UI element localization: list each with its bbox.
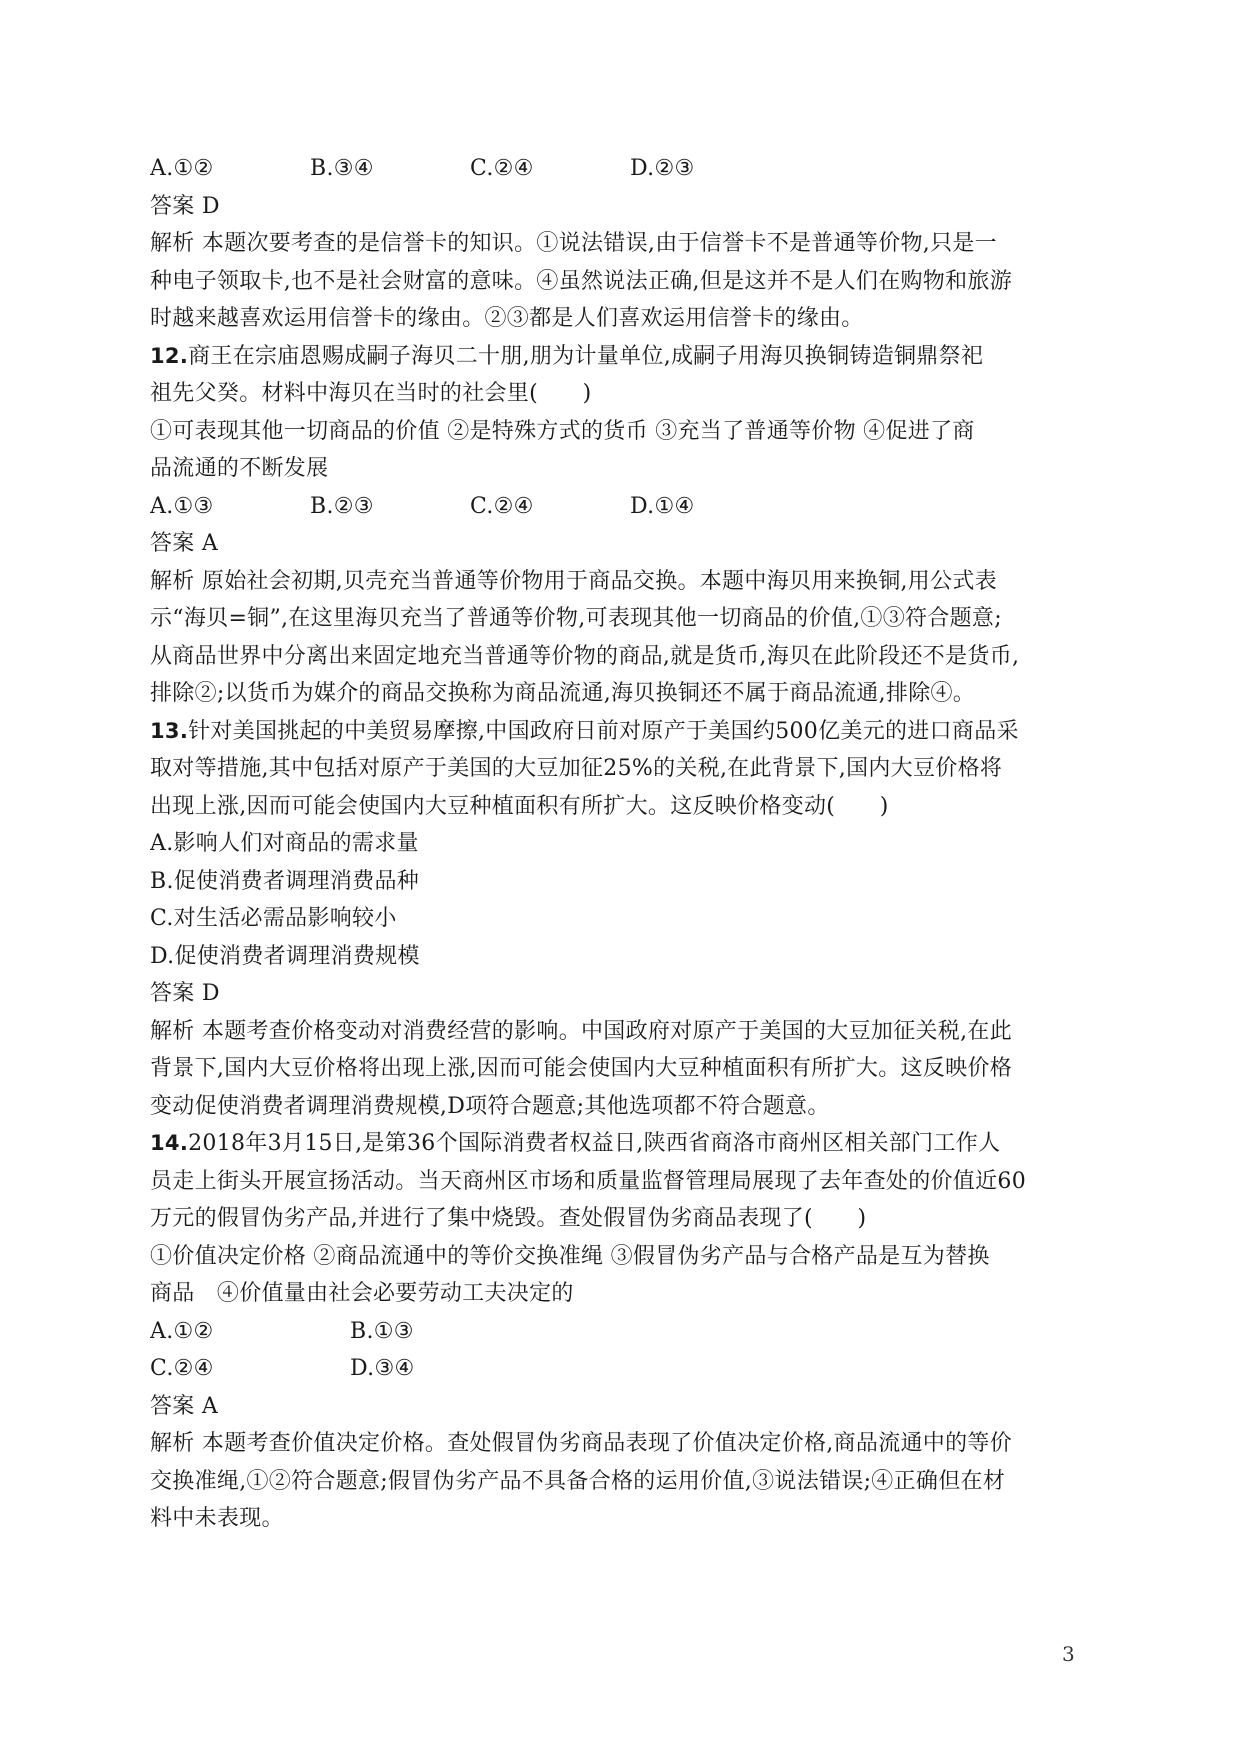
prev-question-analysis-line: 种电子领取卡,也不是社会财富的意味。④虽然说法正确,但是这并不是人们在购物和旅游 xyxy=(150,268,1012,294)
option-d: D.①④ xyxy=(630,493,695,519)
option-a: A.①② xyxy=(150,156,214,181)
q12-answer: 答案 A xyxy=(150,531,219,556)
q12-number: 12. xyxy=(150,343,189,368)
q12-stem-line: 祖先父癸。材料中海贝在当时的社会里( ) xyxy=(150,381,592,406)
q14-statements-line: 商品 ④价值量由社会必要劳动工夫决定的 xyxy=(150,1281,574,1306)
q13-answer: 答案 D xyxy=(150,981,220,1006)
option-c: C.②④ xyxy=(150,1356,214,1381)
prev-question-analysis-line: 解析 本题次要考查的是信誉卡的知识。①说法错误,由于信誉卡不是普通等价物,只是一 xyxy=(150,231,997,256)
option-b: B.①③ xyxy=(350,1318,414,1344)
option-d: D.③④ xyxy=(350,1356,415,1381)
q12-statements-line: 品流通的不断发展 xyxy=(150,456,329,481)
prev-question-options xyxy=(150,150,1110,188)
q13-option-b: B.促使消费者调理消费品种 xyxy=(150,868,420,894)
q13-analysis-line: 背景下,国内大豆价格将出现上涨,因而可能会使国内大豆种植面积有所扩大。这反映价格 xyxy=(150,1056,1012,1081)
q12-analysis-line: 示“海贝=铜”,在这里海贝充当了普通等价物,可表现其他一切商品的价值,①③符合题意; xyxy=(150,606,1002,631)
q13-stem-line: 取对等措施,其中包括对原产于美国的大豆加征25%的关税,在此背景下,国内大豆价格将 xyxy=(150,756,1003,781)
q12-options xyxy=(150,488,1110,526)
prev-question-analysis-line: 时越来越喜欢运用信誉卡的缘由。②③都是人们喜欢运用信誉卡的缘由。 xyxy=(150,306,864,331)
q14-answer: 答案 A xyxy=(150,1393,219,1419)
q14-options-row xyxy=(150,1313,1110,1351)
q12-statements-line: ①可表现其他一切商品的价值 ②是特殊方式的货币 ③充当了普通等价物 ④促进了商 xyxy=(150,418,975,444)
option-b: B.③④ xyxy=(310,156,374,181)
q14-analysis-line: 交换准绳,①②符合题意;假冒伪劣产品不具备合格的运用价值,③说法错误;④正确但在材 xyxy=(150,1468,1006,1494)
option-c: C.②④ xyxy=(470,493,534,519)
q13-number: 13. xyxy=(150,718,189,743)
q13-option-c: C.对生活必需品影响较小 xyxy=(150,906,397,931)
q13-stem-text: 针对美国挑起的中美贸易摩擦,中国政府日前对原产于美国约500亿美元的进口商品采 xyxy=(188,718,1019,744)
q13-analysis-line: 变动促使消费者调理消费规模,D项符合题意;其他选项都不符合题意。 xyxy=(150,1093,830,1119)
q13-stem-line: 出现上涨,因而可能会使国内大豆种植面积有所扩大。这反映价格变动( ) xyxy=(150,793,889,819)
option-a: A.①② xyxy=(150,1318,214,1344)
q14-stem-text: 2018年3月15日,是第36个国际消费者权益日,陕西省商洛市商州区相关部门工作人 xyxy=(188,1131,1001,1156)
q12-analysis-line: 解析 原始社会初期,贝壳充当普通等价物用于商品交换。本题中海贝用来换铜,用公式表 xyxy=(150,568,997,594)
q12-analysis-line: 从商品世界中分离出来固定地充当普通等价物的商品,就是货币,海贝在此阶段还不是货币, xyxy=(150,643,1020,669)
q14-options-row xyxy=(150,1350,1110,1388)
q14-analysis-line: 解析 本题考查价值决定价格。查处假冒伪劣商品表现了价值决定价格,商品流通中的等价 xyxy=(150,1431,1012,1456)
q14-analysis-line: 料中未表现。 xyxy=(150,1506,284,1531)
option-d: D.②③ xyxy=(630,156,695,181)
option-c: C.②④ xyxy=(470,156,534,181)
q14-stem-line xyxy=(150,1125,1110,1163)
prev-question-answer: 答案 D xyxy=(150,193,220,219)
q12-stem-line xyxy=(150,338,1110,376)
q13-stem-line xyxy=(150,713,1110,751)
option-b: B.②③ xyxy=(310,493,374,519)
q14-stem-line: 员走上街头开展宣扬活动。当天商州区市场和质量监督管理局展现了去年查处的价值近60 xyxy=(150,1168,1026,1194)
q13-option-a: A.影响人们对商品的需求量 xyxy=(150,831,419,856)
option-a: A.①③ xyxy=(150,493,214,519)
q12-stem-text: 商王在宗庙恩赐成嗣子海贝二十朋,朋为计量单位,成嗣子用海贝换铜铸造铜鼎祭祀 xyxy=(188,343,984,369)
page-number: 3 xyxy=(1062,1642,1075,1666)
q13-option-d: D.促使消费者调理消费规模 xyxy=(150,943,420,969)
q14-number: 14. xyxy=(150,1131,189,1155)
q14-statements-line: ①价值决定价格 ②商品流通中的等价交换准绳 ③假冒伪劣产品与合格产品是互为替换 xyxy=(150,1243,990,1269)
q13-analysis-line: 解析 本题考查价格变动对消费经营的影响。中国政府对原产于美国的大豆加征关税,在此 xyxy=(150,1018,1012,1044)
q12-analysis-line: 排除②;以货币为媒介的商品交换称为商品流通,海贝换铜还不属于商品流通,排除④。 xyxy=(150,681,976,706)
document-page xyxy=(150,150,1110,1538)
q14-stem-line: 万元的假冒伪劣产品,并进行了集中烧毁。查处假冒伪劣商品表现了( ) xyxy=(150,1206,867,1231)
